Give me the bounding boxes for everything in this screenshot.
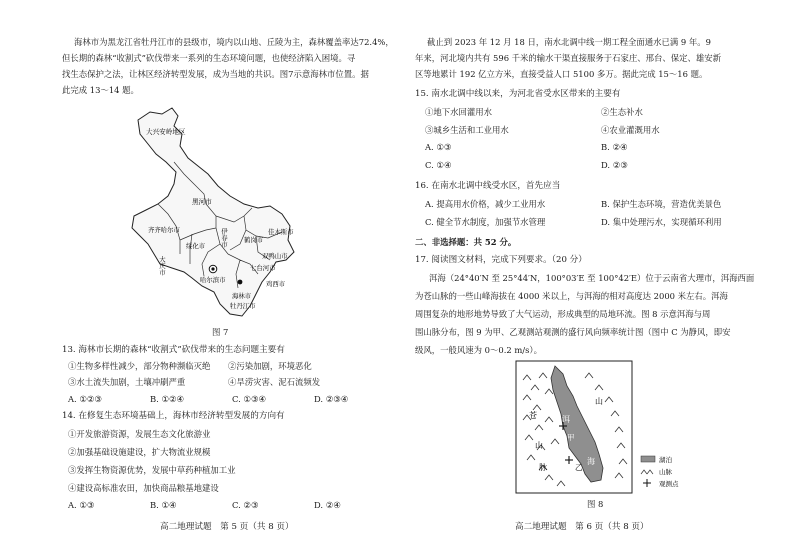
q15-item-2: ②生态补水 (601, 107, 643, 117)
label-shan: 山 (535, 441, 543, 450)
label-suihua: 绥化市 (186, 242, 206, 250)
q17-para-5: 级风，一般风速为 0～0.2 m/s）。 (415, 345, 542, 355)
q14-option-d[interactable]: D. ②④ (314, 500, 341, 510)
label-cang: 苍 (529, 411, 537, 420)
q13-item-3: ③水土流失加剧，土壤冲刷严重 (68, 377, 186, 387)
legend-mountain-symbol (641, 470, 653, 474)
label-jia: 甲 (567, 433, 575, 442)
q16-option-a[interactable]: A. 提高用水价格，减少工业用水 (425, 199, 546, 209)
q14-item-1: ①开发旅游资源，发展生态文化旅游业 (68, 429, 211, 439)
r-intro-line-1: 截止到 2023 年 12 月 18 日，南水北调中线一期工程全面通水已满 9 年。9 (427, 37, 711, 47)
label-jiamusi: 佳木斯市 (268, 228, 294, 236)
label-shuangyashan: 双鸭山市 (262, 252, 288, 260)
label-shan2: 山 (595, 397, 603, 406)
left-page-footer: 高二地理试题 第 5 页（共 8 页） (160, 522, 294, 532)
q14-item-2: ②加强基础设施建设，扩大物流业规模 (68, 447, 211, 457)
q17-para-4: 围山脉分布，图 9 为甲、乙观测站观测的盛行风向频率统计图（图中 C 为静风，即安 (415, 327, 731, 337)
q15-option-a[interactable]: A. ①③ (425, 142, 452, 152)
q17-para-2: 为苍山脉的一些山峰海拔在 4000 米以上，与洱海的相对高度达 2000 米左右。洱海 (415, 291, 728, 301)
q16-option-d[interactable]: D. 集中处理污水，实现循环利用 (601, 217, 722, 227)
q13-item-2: ②污染加剧，环境恶化 (228, 361, 312, 371)
q15-option-d[interactable]: D. ②③ (601, 160, 628, 170)
q17-para-3: 周围复杂的地形地势导致了大气运动，形成典型的局地环流。图 8 示意洱海与周 (415, 309, 711, 319)
q13-item-4: ④旱涝灾害、泥石流频发 (228, 377, 321, 387)
q15-item-3: ③城乡生活和工业用水 (425, 125, 509, 135)
label-yichun: 伊春市 (220, 228, 228, 248)
label-yi: 乙 (575, 463, 583, 472)
q16-option-b[interactable]: B. 保护生态环境，营造优美景色 (601, 199, 722, 209)
q14-item-3: ③发挥生物资源优势，发展中草药种植加工业 (68, 465, 236, 475)
q17-stem: 17. 阅读图文材料，完成下列要求。（20 分） (415, 255, 587, 265)
r-intro-line-3: 区等地累计 192 亿立方米，直接受益人口 5100 多万。据此完成 15～16 题。 (415, 69, 708, 79)
q15-item-1: ①地下水回灌用水 (425, 107, 492, 117)
q15-item-4: ④农业灌溉用水 (601, 125, 660, 135)
legend-lake: 湖泊 (659, 456, 672, 464)
legend-station-symbol (643, 479, 651, 487)
erhai-map (515, 360, 695, 494)
q15-option-c[interactable]: C. ①④ (425, 160, 452, 170)
intro-line-1: 海林市为黑龙江省牡丹江市的县级市，境内以山地、丘陵为主，森林覆盖率达72.4%， (74, 37, 394, 47)
label-mai: 脉 (539, 463, 547, 472)
q14-option-b[interactable]: B. ①④ (150, 500, 177, 510)
section-title: 二、非选择题：共 52 分。 (415, 237, 517, 247)
q14-item-4: ④建设高标准农田，加快商品粮基地建设 (68, 483, 219, 493)
q13-option-d[interactable]: D. ②③④ (314, 394, 349, 404)
r-intro-line-2: 年来，河北境内共有 596 千米的输水干渠直接服务于石家庄、邢台、保定、雄安新 (415, 53, 722, 63)
intro-line-4: 此完成 13～14 题。 (62, 85, 139, 95)
label-hai: 海 (587, 457, 595, 466)
label-hegang: 鹤岗市 (244, 236, 264, 244)
label-daqing: 大庆市 (158, 256, 166, 276)
label-daxinganling: 大兴安岭地区 (146, 128, 186, 136)
q15-stem: 15. 南水北调中线以来，为河北省受水区带来的主要有 (415, 89, 621, 99)
legend-station: 观测点 (659, 480, 679, 488)
label-qiqihar: 齐齐哈尔市 (148, 226, 180, 234)
label-hailin: 海林市 (232, 292, 252, 300)
label-heihe: 黑河市 (192, 198, 212, 206)
q13-option-b[interactable]: B. ①②④ (150, 394, 185, 404)
q14-option-a[interactable]: A. ①③ (68, 500, 95, 510)
label-er: 洱 (562, 415, 570, 424)
q13-item-1: ①生物多样性减少，部分物种濒临灭绝 (68, 361, 211, 371)
intro-line-2: 但长期的森林“收割式”砍伐带来一系列的生态环境问题，也使经济陷入困境。寻 (62, 53, 356, 63)
intro-line-3: 找生态保护之法，让林区经济转型发展，成为当地的共识。图7示意海林市位置。据 (62, 69, 369, 79)
q13-stem: 13. 海林市长期的森林“收割式”砍伐带来的生态问题主要有 (62, 345, 285, 355)
hailin-marker (238, 280, 243, 285)
right-page-footer: 高二地理试题 第 6 页（共 8 页） (515, 522, 649, 532)
q13-option-c[interactable]: C. ①③④ (232, 394, 266, 404)
q16-stem: 16. 在南水北调中线受水区，首先应当 (415, 181, 561, 191)
legend-mountain: 山脉 (659, 468, 672, 476)
heilongjiang-map (118, 104, 314, 320)
figure7-caption: 图 7 (212, 327, 229, 337)
q16-option-c[interactable]: C. 健全节水制度，加强节水管理 (425, 217, 546, 227)
label-jixi: 鸡西市 (266, 280, 286, 288)
figure8-caption: 图 8 (587, 499, 604, 509)
legend-lake-swatch (641, 456, 655, 462)
q17-para-1: 洱海（24°40′N 至 25°44′N，100°03′E 至 100°42′E）位于云南省大理市，洱海西面 (429, 273, 755, 283)
q14-option-c[interactable]: C. ②③ (232, 500, 259, 510)
label-harbin: 哈尔滨市 (200, 276, 226, 284)
q13-option-a[interactable]: A. ①②③ (68, 394, 102, 404)
q15-option-b[interactable]: B. ②④ (601, 142, 628, 152)
q14-stem: 14. 在修复生态环境基础上，海林市经济转型发展的方向有 (62, 411, 285, 421)
label-mudanjiang: 牡丹江市 (230, 302, 256, 310)
right-page (397, 0, 794, 550)
label-qitaihe: 七台河市 (250, 264, 276, 272)
